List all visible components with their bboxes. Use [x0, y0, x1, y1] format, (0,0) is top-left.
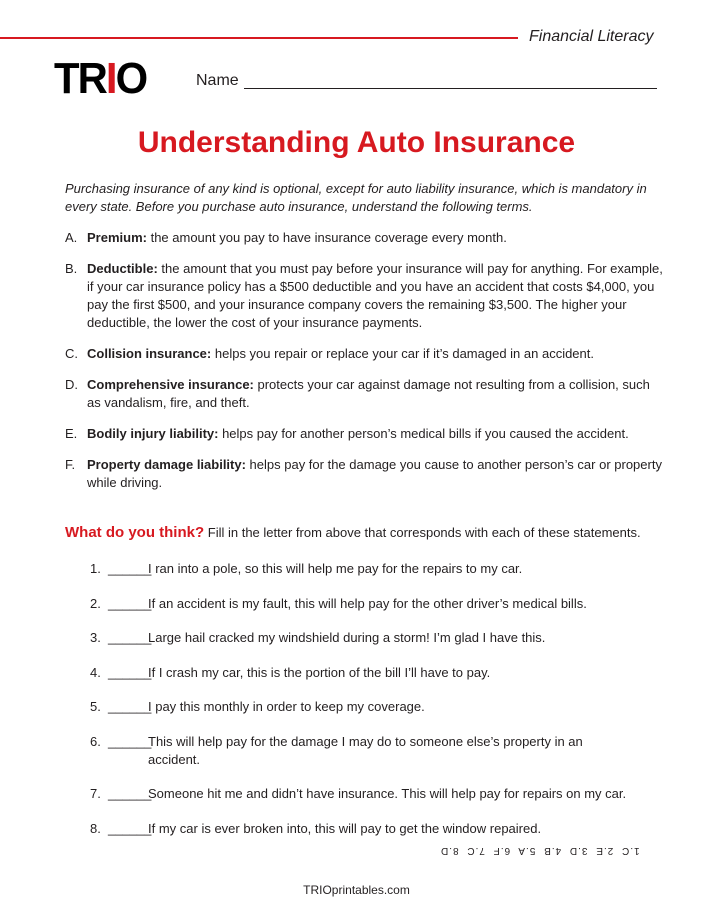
answer-blank[interactable]: ______ [108, 561, 152, 576]
question-number: 2. [90, 595, 101, 611]
term-definition: helps pay for another person’s medical bills if you caused the accident. [218, 426, 629, 441]
term-definition: the amount you pay to have insurance coverage every month. [146, 230, 507, 245]
header-rule [0, 37, 518, 39]
trio-logo: TRIO [54, 54, 147, 103]
term-name: Comprehensive insurance: [87, 377, 254, 392]
term-name: Deductible: [87, 261, 158, 276]
term-item [65, 456, 665, 492]
question-number: 5. [90, 699, 101, 714]
term-name: Premium: [87, 230, 147, 245]
question-text: I ran into a pole, so this will help me pay for the repairs to my car. [148, 561, 523, 576]
answer-blank[interactable]: ______ [108, 595, 152, 611]
term-item [65, 425, 665, 443]
answer-blank[interactable]: ______ [108, 699, 152, 714]
questions-list [90, 560, 670, 854]
term-name: Bodily injury liability: [87, 426, 219, 441]
question-number: 6. [90, 733, 101, 749]
question-item [90, 733, 670, 769]
question-number: 1. [90, 561, 101, 576]
question-text: I pay this monthly in order to keep my coverage. [148, 699, 425, 714]
term-definition: protects your car against damage not resulting from a collision, such as vandalism, fire, and theft. [87, 377, 650, 410]
answer-blank[interactable]: ______ [108, 786, 152, 801]
question-item [90, 785, 670, 803]
question-heading: What do you think? [65, 524, 205, 541]
instructions-text: Fill in the letter from above that corresponds with each of these statements. [204, 525, 641, 540]
answer-blank[interactable]: ______ [108, 630, 152, 645]
question-text: This will help pay for the damage I may do to someone else’s property in an accident. [148, 733, 583, 767]
term-item [65, 376, 665, 412]
answer-key-upside-down: 1.C 2.E 3.D 4.B 5.A 6.F 7.C 8.D [440, 845, 640, 856]
answer-blank[interactable]: ______ [108, 820, 152, 836]
question-item [90, 820, 670, 838]
question-text: If my car is ever broken into, this will pay to get the window repaired. [148, 820, 542, 836]
answer-blank[interactable]: ______ [108, 664, 152, 680]
terms-list [65, 229, 665, 505]
term-item [65, 229, 665, 247]
page-title: Understanding Auto Insurance [137, 126, 576, 159]
question-text: If an accident is my fault, this will help pay for the other driver’s medical bills. [148, 595, 587, 611]
question-item [90, 629, 670, 647]
name-field[interactable] [244, 88, 657, 89]
question-item [90, 595, 670, 613]
term-letter: C. [65, 346, 78, 361]
term-definition: helps you repair or replace your car if it’s damaged in an accident. [211, 346, 594, 361]
series-label: Financial Literacy [529, 28, 654, 45]
term-definition: the amount that you must pay before your insurance will pay for anything. For example, if your car insurance policy has a $500 deductible and you have an accident that costs $4,000, you pay the first $500, and your insurance company covers the remaining $3,500. The higher your deductible, the lower the cost of your insurance payments. [87, 261, 663, 330]
footer-url[interactable]: TRIOprintables.com [303, 883, 410, 897]
answer-blank[interactable]: ______ [108, 733, 152, 749]
question-item [90, 560, 670, 578]
term-letter: A. [65, 230, 78, 245]
question-text: If I crash my car, this is the portion of the bill I’ll have to pay. [148, 664, 491, 680]
term-item [65, 260, 665, 332]
term-name: Collision insurance: [87, 346, 212, 361]
question-instructions [65, 524, 685, 541]
intro-text: Purchasing insurance of any kind is optional, except for auto liability insurance, which is mandatory in every state. Before you purchase auto insurance, understand the following terms. [65, 181, 647, 214]
question-number: 7. [90, 786, 101, 801]
name-label: Name [196, 72, 239, 89]
term-letter: F. [65, 457, 76, 472]
question-item [90, 664, 670, 682]
term-item [65, 345, 665, 363]
question-text: Large hail cracked my windshield during a storm! I’m glad I have this. [148, 630, 546, 645]
term-letter: E. [65, 426, 78, 441]
question-item [90, 698, 670, 716]
question-number: 4. [90, 664, 101, 680]
term-letter: D. [65, 377, 78, 392]
question-number: 8. [90, 820, 101, 836]
term-name: Property damage liability: [87, 457, 246, 472]
question-number: 3. [90, 630, 101, 645]
question-text: Someone hit me and didn’t have insurance. This will help pay for repairs on my car. [148, 786, 627, 801]
term-definition: helps pay for the damage you cause to another person’s car or property while driving. [87, 457, 662, 490]
term-letter: B. [65, 261, 78, 276]
